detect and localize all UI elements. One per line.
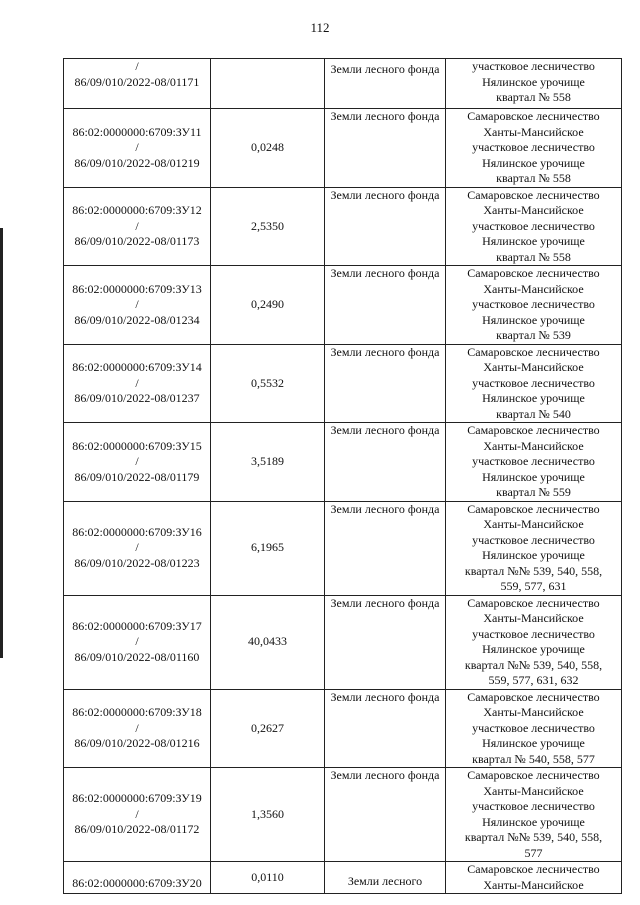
location-line: квартал №№ 539, 540, 558, (464, 830, 603, 844)
location-line: 559, 577, 631, 632 (488, 673, 579, 687)
land-category-cell: Земли лесного фонда (325, 423, 446, 502)
location-cell (446, 862, 622, 894)
table-row (64, 862, 622, 894)
location-cell (446, 768, 622, 862)
location-line: Нялинское урочище (482, 391, 585, 405)
cadastral-number-line: 86:02:0000000:6709:ЗУ14 (72, 360, 202, 374)
location-line: Нялинское урочище (482, 155, 585, 170)
cadastral-number-line: 86/09/010/2022-08/01223 (74, 555, 200, 570)
location-line: Нялинское урочище (482, 548, 585, 562)
area-cell: 2,5350 (211, 187, 325, 266)
location-line: Нялинское урочище (482, 814, 585, 829)
location-line: Самаровское лесничество (467, 501, 600, 516)
cadastral-number-line: / (135, 218, 139, 233)
cadastral-number-cell (64, 689, 211, 768)
land-category-cell: Земли лесного (325, 862, 446, 894)
location-line: Ханты-Мансийское (483, 705, 584, 719)
location-line: Ханты-Мансийское (483, 877, 584, 892)
location-line: 577 (524, 845, 543, 860)
binding-mark (0, 228, 3, 658)
cadastral-number-line: 86/09/010/2022-08/01216 (74, 736, 200, 750)
location-line: Самаровское лесничество (467, 266, 600, 280)
cadastral-number-line: 86/09/010/2022-08/01219 (74, 155, 200, 170)
cadastral-number-cell (64, 501, 211, 595)
cadastral-number-line: 86:02:0000000:6709:ЗУ17 (72, 618, 202, 633)
cadastral-number-cell (64, 266, 211, 345)
area-cell: 0,5532 (211, 344, 325, 423)
location-line: участковое лесничество (472, 720, 595, 735)
table-row (64, 187, 622, 266)
area-cell (211, 59, 325, 109)
land-category-cell: Земли лесного фонда (325, 59, 446, 109)
location-cell (446, 501, 622, 595)
location-line: Самаровское лесничество (467, 595, 600, 610)
location-cell (446, 595, 622, 689)
cadastral-number-line: 86/09/010/2022-08/01173 (74, 234, 200, 248)
land-category-cell: Земли лесного фонда (325, 689, 446, 768)
location-line: Нялинское урочище (482, 469, 585, 484)
cadastral-number-cell (64, 59, 211, 109)
table-row (64, 266, 622, 345)
location-line: участковое лесничество (472, 218, 595, 233)
cadastral-number-line: / (135, 297, 139, 311)
location-line: квартал № 539 (496, 328, 571, 342)
cadastral-number-line: 86/09/010/2022-08/01234 (74, 312, 200, 327)
location-cell (446, 344, 622, 423)
area-cell: 0,2627 (211, 689, 325, 768)
area-cell: 1,3560 (211, 768, 325, 862)
cadastral-number-line: / (135, 375, 139, 390)
table-row (64, 768, 622, 862)
area-cell: 0,0110 (211, 862, 325, 894)
location-cell (446, 266, 622, 345)
location-line: участковое лесничество (472, 454, 595, 468)
location-line: Ханты-Мансийское (483, 360, 584, 374)
location-line: квартал № 558 (496, 249, 571, 264)
land-category-cell: Земли лесного фонда (325, 595, 446, 689)
location-cell (446, 423, 622, 502)
area-cell: 0,0248 (211, 109, 325, 188)
location-line: участковое лесничество (472, 297, 595, 311)
location-line: Ханты-Мансийское (483, 203, 584, 217)
location-line: квартал №№ 539, 540, 558, (464, 657, 603, 672)
cadastral-number-line: 86:02:0000000:6709:ЗУ16 (72, 524, 202, 539)
location-line: квартал № 558 (496, 171, 571, 185)
location-line: Самаровское лесничество (467, 187, 600, 202)
location-line: Самаровское лесничество (467, 689, 600, 704)
location-line: Самаровское лесничество (467, 423, 600, 437)
cadastral-number-line: 86:02:0000000:6709:ЗУ20 (72, 875, 202, 890)
table-row (64, 109, 622, 188)
cadastral-number-line: / (135, 140, 139, 154)
location-line: Нялинское урочище (482, 642, 585, 656)
location-line: квартал № 540 (496, 406, 571, 421)
location-line: квартал №№ 539, 540, 558, (464, 563, 603, 578)
location-line: участковое лесничество (472, 626, 595, 641)
location-line: Самаровское лесничество (467, 109, 600, 123)
location-line: Ханты-Мансийское (483, 281, 584, 296)
table-row (64, 689, 622, 768)
table-row (64, 344, 622, 423)
location-line: Самаровское лесничество (467, 862, 600, 876)
land-category-cell: Земли лесного фонда (325, 187, 446, 266)
cadastral-number-line: / (135, 540, 139, 555)
cadastral-number-line: / (135, 59, 139, 73)
cadastral-number-line: / (135, 454, 139, 468)
location-line: Нялинское урочище (482, 234, 585, 248)
cadastral-number-cell (64, 344, 211, 423)
land-category-cell: Земли лесного фонда (325, 344, 446, 423)
cadastral-number-line: 86/09/010/2022-08/01160 (74, 649, 200, 664)
location-line: Ханты-Мансийское (483, 438, 584, 453)
land-plot-table-body (64, 59, 622, 894)
cadastral-number-line: 86/09/010/2022-08/01172 (74, 822, 200, 837)
location-line: участковое лесничество (472, 375, 595, 390)
cadastral-number-line: / (135, 634, 139, 649)
cadastral-number-line: 86:02:0000000:6709:ЗУ12 (72, 203, 202, 217)
cadastral-number-cell (64, 423, 211, 502)
location-line: квартал № 558 (496, 90, 571, 104)
location-line: участковое лесничество (472, 140, 595, 154)
location-line: Ханты-Мансийское (483, 517, 584, 531)
area-cell: 40,0433 (211, 595, 325, 689)
location-line: Самаровское лесничество (467, 344, 600, 359)
area-cell: 6,1965 (211, 501, 325, 595)
cadastral-number-line: 86/09/010/2022-08/01179 (74, 469, 200, 484)
area-cell: 0,2490 (211, 266, 325, 345)
cadastral-number-cell (64, 109, 211, 188)
land-plot-table (63, 58, 622, 894)
location-line: Нялинское урочище (482, 74, 585, 89)
area-cell: 3,5189 (211, 423, 325, 502)
location-cell (446, 59, 622, 109)
location-line: участковое лесничество (472, 59, 595, 73)
table-row (64, 59, 622, 109)
location-line: квартал № 540, 558, 577 (472, 751, 595, 766)
location-line: участковое лесничество (472, 799, 595, 813)
land-category-cell: Земли лесного фонда (325, 768, 446, 862)
cadastral-number-line: 86:02:0000000:6709:ЗУ15 (72, 438, 202, 453)
location-cell (446, 109, 622, 188)
land-category-cell: Земли лесного фонда (325, 109, 446, 188)
land-category-cell: Земли лесного фонда (325, 501, 446, 595)
cadastral-number-line: 86:02:0000000:6709:ЗУ11 (72, 124, 202, 139)
location-line: Ханты-Мансийское (483, 124, 584, 139)
location-cell (446, 187, 622, 266)
cadastral-number-cell (64, 595, 211, 689)
cadastral-number-line: 86:02:0000000:6709:ЗУ18 (72, 705, 202, 719)
location-line: Нялинское урочище (482, 736, 585, 750)
land-category-cell: Земли лесного фонда (325, 266, 446, 345)
location-line: Нялинское урочище (482, 312, 585, 327)
location-line: 559, 577, 631 (500, 579, 567, 593)
cadastral-number-line: 86/09/010/2022-08/01237 (74, 391, 200, 405)
page-number: 112 (310, 20, 330, 35)
cadastral-number-line: / (135, 806, 139, 821)
cadastral-number-cell (64, 187, 211, 266)
cadastral-number-line: 86:02:0000000:6709:ЗУ13 (72, 281, 202, 296)
location-cell (446, 689, 622, 768)
location-line: Ханты-Мансийское (483, 783, 584, 798)
table-row (64, 423, 622, 502)
cadastral-number-line: 86/09/010/2022-08/01171 (74, 74, 200, 89)
cadastral-number-cell (64, 862, 211, 894)
location-line: участковое лесничество (472, 532, 595, 547)
cadastral-number-cell (64, 768, 211, 862)
cadastral-number-line: 86:02:0000000:6709:ЗУ19 (72, 791, 202, 806)
location-line: квартал № 559 (496, 485, 571, 499)
location-line: Самаровское лесничество (467, 768, 600, 782)
cadastral-number-line: / (135, 720, 139, 735)
table-row (64, 595, 622, 689)
table-row (64, 501, 622, 595)
location-line: Ханты-Мансийское (483, 611, 584, 625)
